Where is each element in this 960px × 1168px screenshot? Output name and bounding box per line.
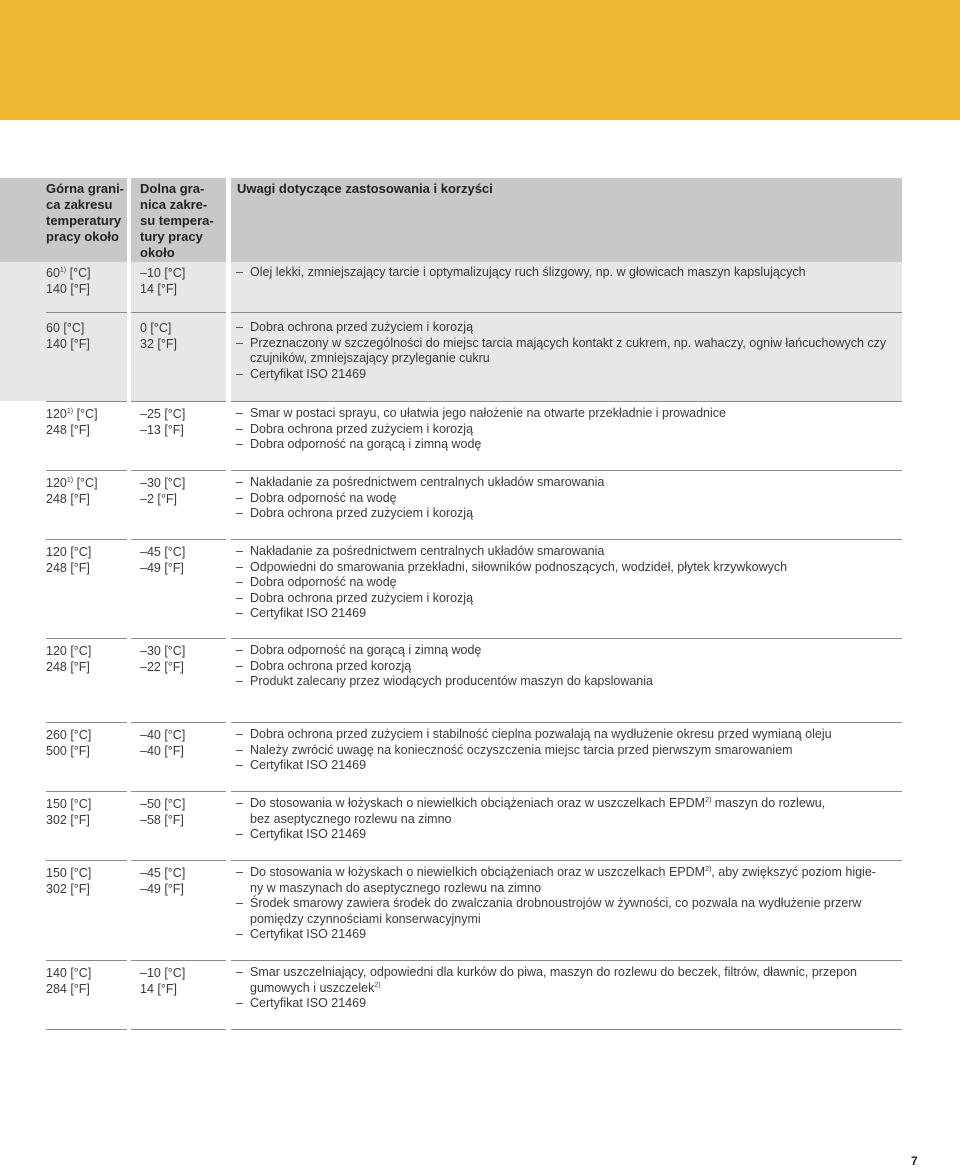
note-item: – Dobra ochrona przed korozją [236,659,898,675]
notes-list [236,796,898,843]
lower-limit-cell: –25 [°C] –13 [°F] [140,407,186,437]
row-divider [131,470,226,471]
note-item: – Certyfikat ISO 21469 [236,606,898,622]
upper-limit-cell: 260 [°C] 500 [°F] [46,728,92,758]
lower-limit-cell: –45 [°C] –49 [°F] [140,866,186,896]
row-divider [46,539,127,540]
notes-list [236,475,898,522]
row-divider [46,860,127,861]
lower-limit-cell: –10 [°C] 14 [°F] [140,266,186,296]
row-divider [231,960,902,961]
note-item: – Dobra odporność na wodę [236,575,898,591]
note-item: – Smar w postaci sprayu, co ułatwia jego nałożenie na otwarte przekładnie i prowadnice [236,406,898,422]
row-divider [231,401,902,402]
header-upper-limit: Górna grani- ca zakresu temperatury pracy około [46,181,125,244]
note-item: – Certyfikat ISO 21469 [236,367,898,383]
lower-limit-cell: 0 [°C] 32 [°F] [140,321,177,351]
lower-limit-cell: –30 [°C] –22 [°F] [140,644,186,674]
upper-limit-cell: 120 [°C] 248 [°F] [46,644,92,674]
row-divider [131,312,226,313]
page-number: 7 [911,1154,918,1168]
notes-list [236,643,898,690]
upper-limit-cell: 140 [°C] 284 [°F] [46,966,92,996]
note-item: – Do stosowania w łożyskach o niewielkich obciążeniach oraz w uszczelkach EPDM$^{2)}$ maszyn do rozlewu, bez aseptycznego rozlewu na zimno [236,796,898,827]
row-divider [131,960,226,961]
row-divider [46,722,127,723]
note-item: – Certyfikat ISO 21469 [236,927,898,943]
note-item: – Dobra ochrona przed zużyciem i korozją [236,320,898,336]
row-divider [131,1029,226,1030]
note-item: – Certyfikat ISO 21469 [236,758,898,774]
note-item: – Do stosowania w łożyskach o niewielkich obciążeniach oraz w uszczelkach EPDM$^{2)}$, aby zwiększyć poziom higie- ny w maszynach do aseptycznego rozlewu na zimno [236,865,898,896]
row-divider [131,791,226,792]
note-item: – Dobra ochrona przed zużyciem i korozją [236,506,898,522]
note-item: – Dobra odporność na wodę [236,491,898,507]
row-divider [46,791,127,792]
upper-limit-cell: 60 [°C] 140 [°F] [46,321,90,351]
notes-list [236,265,898,281]
upper-limit-cell: 120$^{1)}$ [°C] 248 [°F] [46,407,98,437]
note-item: – Smar uszczelniający, odpowiedni dla kurków do piwa, maszyn do rozlewu do beczek, filtrów, dławnic, przepon gumowych i uszczelek$^{2)}$ [236,965,898,996]
notes-list [236,865,898,943]
note-item: – Odpowiedni do smarowania przekładni, siłowników podnoszących, wodzideł, płytek krzywkowych [236,560,898,576]
header-color-band [0,0,960,120]
row-divider [46,312,127,313]
lower-limit-cell: –45 [°C] –49 [°F] [140,545,186,575]
lower-limit-cell: –50 [°C] –58 [°F] [140,797,186,827]
note-item: – Dobra ochrona przed zużyciem i korozją [236,422,898,438]
note-item: – Środek smarowy zawiera środek do zwalczania drobnoustrojów w żywności, co pozwala na wydłużenie przerw pomiędzy czynnościami konserwacyjnymi [236,896,898,927]
notes-list [236,727,898,774]
row-divider [131,638,226,639]
row-divider [231,470,902,471]
note-item: – Nakładanie za pośrednictwem centralnych układów smarowania [236,544,898,560]
header-notes: Uwagi dotyczące zastosowania i korzyści [237,181,493,196]
upper-limit-cell: 150 [°C] 302 [°F] [46,866,92,896]
row-divider [231,722,902,723]
upper-limit-cell: 60$^{1)}$ [°C] 140 [°F] [46,266,91,296]
row-divider [231,312,902,313]
row-divider [231,638,902,639]
lower-limit-cell: –10 [°C] 14 [°F] [140,966,186,996]
note-item: – Nakładanie za pośrednictwem centralnych układów smarowania [236,475,898,491]
row-divider [231,860,902,861]
note-item: – Dobra ochrona przed zużyciem i korozją [236,591,898,607]
notes-list [236,544,898,622]
note-item: – Dobra ochrona przed zużyciem i stabilność cieplna pozwalają na wydłużenie okresu przed wymianą oleju [236,727,898,743]
row-divider [131,539,226,540]
header-lower-limit: Dolna gra- nica zakre- su tempera- tury pracy około [140,181,214,260]
upper-limit-cell: 120 [°C] 248 [°F] [46,545,92,575]
note-item: – Dobra odporność na gorącą i zimną wodę [236,643,898,659]
row-divider [231,1029,902,1030]
row-divider [46,960,127,961]
note-item: – Przeznaczony w szczególności do miejsc tarcia mających kontakt z cukrem, np. wahaczy, ogniw łańcuchowych czy czujników, zmniejszający przyleganie cukru [236,336,898,367]
note-item: – Certyfikat ISO 21469 [236,996,898,1012]
notes-list [236,406,898,453]
row-divider [131,401,226,402]
note-item: – Olej lekki, zmniejszający tarcie i optymalizujący ruch ślizgowy, np. w głowicach maszyn kapslujących [236,265,898,281]
row-divider [131,860,226,861]
note-item: – Dobra odporność na gorącą i zimną wodę [236,437,898,453]
row-divider [46,638,127,639]
notes-list [236,965,898,1012]
row-divider [46,401,127,402]
note-item: – Produkt zalecany przez wiodących producentów maszyn do kapslowania [236,674,898,690]
notes-list [236,320,898,382]
lower-limit-cell: –40 [°C] –40 [°F] [140,728,186,758]
lower-limit-cell: –30 [°C] –2 [°F] [140,476,186,506]
row-divider [231,539,902,540]
row-divider [46,1029,127,1030]
row-divider [231,791,902,792]
upper-limit-cell: 150 [°C] 302 [°F] [46,797,92,827]
row-divider [46,470,127,471]
upper-limit-cell: 120$^{1)}$ [°C] 248 [°F] [46,476,98,506]
note-item: – Certyfikat ISO 21469 [236,827,898,843]
row-divider [131,722,226,723]
note-item: – Należy zwrócić uwagę na konieczność oczyszczenia miejsc tarcia przed pierwszym smarowaniem [236,743,898,759]
